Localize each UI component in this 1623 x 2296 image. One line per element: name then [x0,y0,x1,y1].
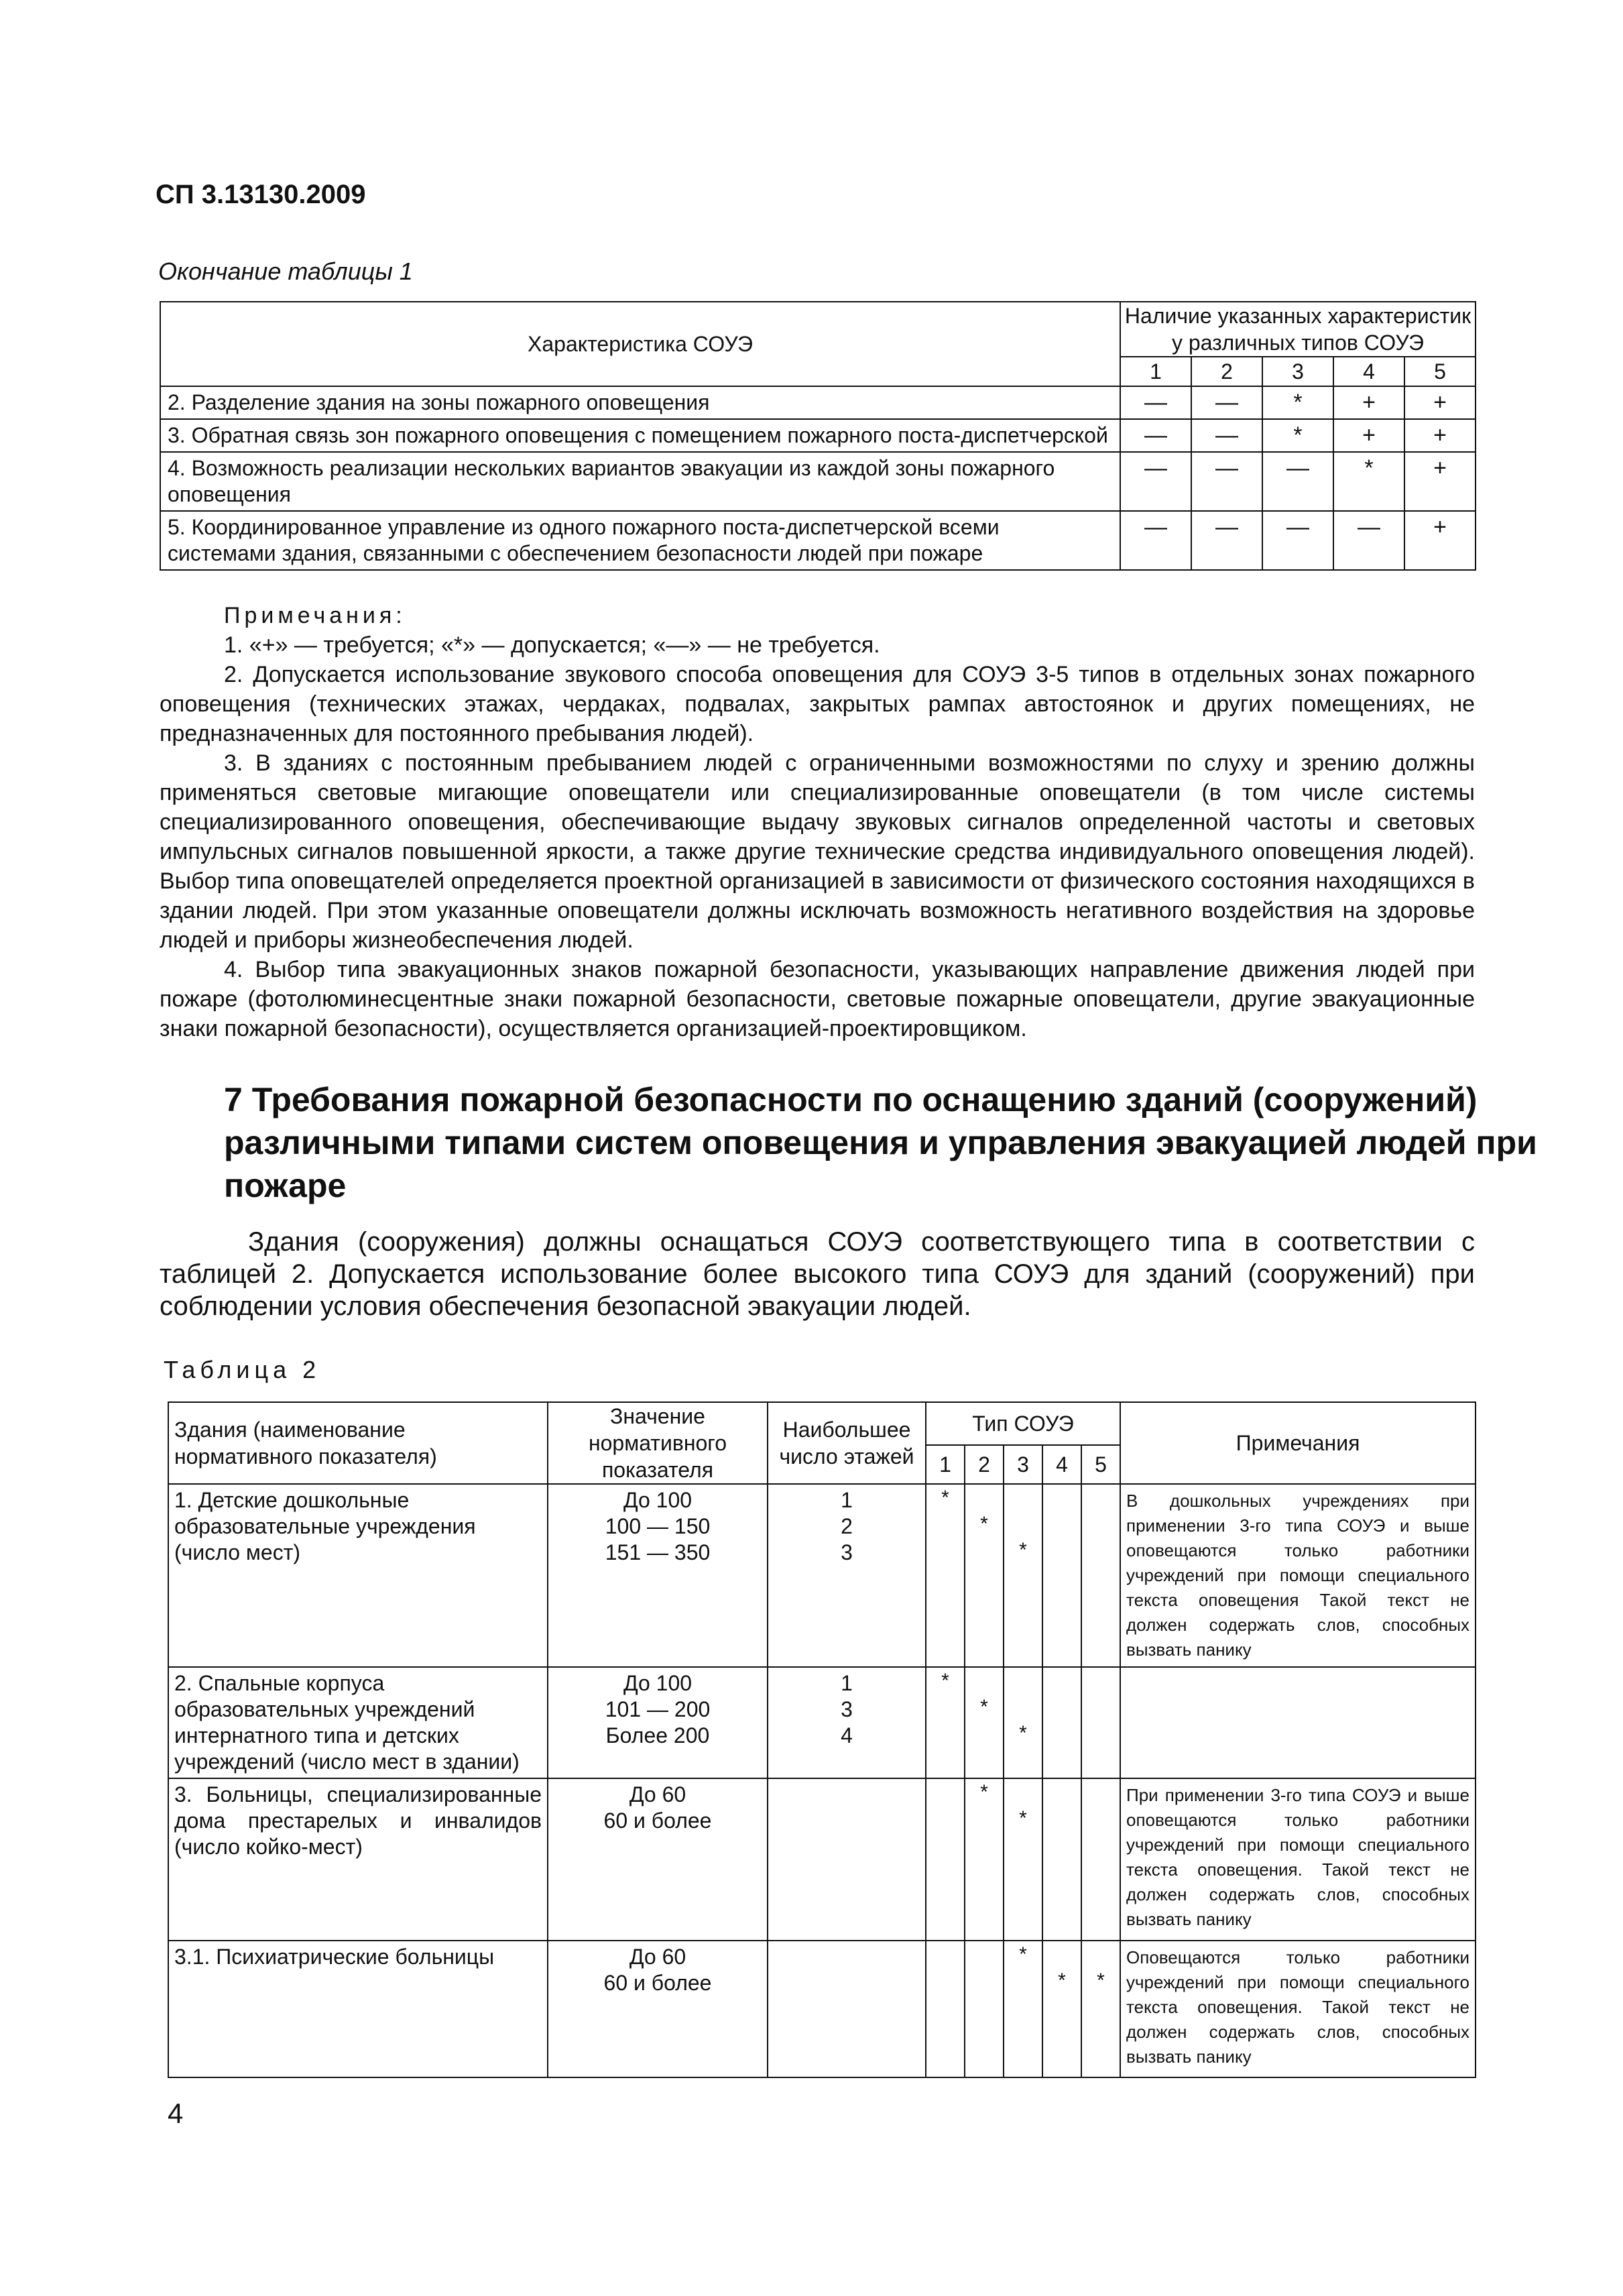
row-note: В дошкольных учреждениях при применении 3-го типа СОУЭ и выше оповещаются только работники учреждений при помощи специального текста оповещения Такой текст не должен содержать слов, способных вызвать панику [1120,1484,1476,1667]
type-cell [1042,1484,1081,1667]
table1-mark: — [1191,386,1262,419]
type-mark [926,1805,964,1831]
table1-mark: + [1404,511,1476,570]
type-cell [926,1941,965,2077]
row-note [1120,1667,1476,1778]
table2-header-type: Тип СОУЭ [926,1402,1120,1445]
type-mark [1043,1779,1081,1805]
type-mark [1004,1694,1042,1720]
norm-values [548,1778,768,1941]
type-mark [926,1720,964,1746]
type-mark [1004,1511,1042,1537]
type-mark: * [980,1696,988,1718]
table1-mark: — [1120,419,1191,452]
type-mark [926,1779,964,1805]
type-mark [965,1805,1003,1831]
type-cell [1042,1941,1081,2077]
type-cell [965,1667,1004,1778]
table1-mark: — [1120,386,1191,419]
type-mark: * [1019,1539,1027,1561]
norm-value: 100 — 150 [605,1514,711,1538]
floor-value: 2 [841,1514,853,1538]
table1-mark: + [1333,419,1404,452]
table-row [168,1667,1476,1778]
table1-type-4: 4 [1333,357,1404,386]
section-paragraph: Здания (сооружения) должны оснащаться СОУЭ соответствующего типа в соответствии с таблицей 2. Допускается использование более высокого типа СОУЭ для зданий (сооружений) при соблюдении условия обеспечения безопасной эвакуации людей. [160,1227,1475,1321]
type-mark [1004,1668,1042,1694]
norm-values [548,1941,768,2077]
type-mark [926,1511,964,1537]
type-mark: * [941,1487,949,1509]
note-item: 1. «+» — требуется; «*» — допускается; «—» — не требуется. [224,632,880,658]
table1-mark: — [1120,511,1191,570]
table1-type-3: 3 [1262,357,1333,386]
table2-type-5: 5 [1081,1445,1120,1484]
table1-mark: — [1120,452,1191,511]
floor-value: 3 [841,1540,853,1564]
type-cell [965,1484,1004,1667]
table1-row-text: 2. Разделение здания на зоны пожарного оповещения [160,386,1120,419]
table1-mark: + [1333,386,1404,419]
table2-header-floors: Наибольшее число этажей [768,1402,926,1484]
type-cell [1042,1667,1081,1778]
building-name: 3. Больницы, специализированные дома престарелых и инвалидов (число койко-мест) [168,1778,548,1941]
type-cell [1004,1778,1042,1941]
type-mark [965,1668,1003,1694]
table2-type-1: 1 [926,1445,965,1484]
type-mark [1082,1941,1120,1967]
type-mark [926,1967,964,1994]
document-code: СП 3.13130.2009 [156,180,366,209]
building-name: 3.1. Психиатрические больницы [168,1941,548,2077]
floor-value: 1 [841,1671,853,1695]
notes-title: Примечания: [224,603,406,628]
table1-row-text: 3. Обратная связь зон пожарного оповещения с помещением пожарного поста-диспетчерской [160,419,1120,452]
table1-mark: * [1262,386,1333,419]
table1-row [160,419,1476,452]
floor-values [768,1484,926,1667]
floor-value: 3 [841,1697,853,1721]
floor-values [768,1667,926,1778]
type-mark [965,1485,1003,1511]
table1-row [160,386,1476,419]
table1-type-1: 1 [1120,357,1191,386]
type-mark [1043,1668,1081,1694]
type-cell [1042,1778,1081,1941]
type-cell [1081,1941,1120,2077]
table2-type-4: 4 [1042,1445,1081,1484]
table1-mark: * [1262,419,1333,452]
note-item: 2. Допускается использование звукового способа оповещения для СОУЭ 3-5 типов в отдельных зонах пожарного оповещения (технических этажах, чердаках, подвалах, закрытых рампах автостоянок и других помещениях, не предназначенных для постоянного пребывания людей). [160,662,1475,746]
floor-values [768,1941,926,2077]
type-mark [965,1720,1003,1746]
norm-value: До 100 [623,1671,693,1695]
table1-header-characteristic: Характеристика СОУЭ [160,302,1120,386]
type-mark [1082,1485,1120,1511]
table2-caption: Таблица 2 [164,1356,321,1383]
table1-mark: — [1333,511,1404,570]
table2 [168,1401,1476,2078]
floor-values [768,1778,926,1941]
floor-value: 4 [841,1723,853,1747]
row-note: Оповещаются только работники учреждений при помощи специального текста оповещения. Такой текст не должен содержать слов, способных вызвать панику [1120,1941,1476,2077]
type-mark: * [941,1670,949,1692]
type-mark [965,1941,1003,1967]
table2-header-notes: Примечания [1120,1402,1476,1484]
type-mark [926,1537,964,1563]
norm-value: Более 200 [605,1723,710,1747]
norm-value: До 100 [623,1488,693,1512]
page-number: 4 [168,2098,184,2129]
type-cell [926,1484,965,1667]
type-mark [926,1941,964,1967]
table1-mark: + [1404,452,1476,511]
type-cell [965,1778,1004,1941]
type-cell [1004,1941,1042,2077]
type-mark [1082,1668,1120,1694]
table1-header-presence: Наличие указанных характеристик у различных типов СОУЭ [1120,302,1476,357]
table1-row-text: 4. Возможность реализации нескольких вариантов эвакуации из каждой зоны пожарного оповещения [160,452,1120,511]
notes-block [160,601,1475,1043]
type-mark: * [1058,1969,1066,1992]
type-cell [965,1941,1004,2077]
table1-caption: Окончание таблицы 1 [158,257,413,285]
table1-row [160,511,1476,570]
norm-value: 60 и более [603,1809,712,1833]
type-mark: * [980,1513,988,1535]
norm-values [548,1484,768,1667]
type-mark [926,1694,964,1720]
norm-value: До 60 [629,1945,686,1969]
type-cell [1081,1484,1120,1667]
table-row [168,1941,1476,2077]
table1-row [160,452,1476,511]
row-note: При применении 3-го типа СОУЭ и выше оповещаются только работники учреждений при помощи специального текста оповещения. Такой текст не должен содержать слов, способных вызвать панику [1120,1778,1476,1941]
type-mark [1043,1805,1081,1831]
norm-value: 60 и более [603,1971,712,1995]
table1-mark: — [1262,452,1333,511]
norm-value: 151 — 350 [605,1540,711,1564]
table2-header-value: Значение нормативного показателя [548,1402,768,1484]
table1-mark: — [1262,511,1333,570]
building-name: 1. Детские дошкольные образовательные учреждения (число мест) [168,1484,548,1667]
type-mark [1004,1779,1042,1805]
type-cell [926,1667,965,1778]
type-mark [1004,1485,1042,1511]
table1-mark: + [1404,419,1476,452]
norm-values [548,1667,768,1778]
table1-type-5: 5 [1404,357,1476,386]
type-mark: * [1019,1807,1027,1829]
table1-mark: * [1333,452,1404,511]
type-mark [1043,1941,1081,1967]
type-mark: * [980,1781,988,1803]
building-name: 2. Спальные корпуса образовательных учреждений интернатного типа и детских учреждений (число мест в здании) [168,1667,548,1778]
type-cell [1004,1667,1042,1778]
type-cell [926,1778,965,1941]
table1-mark: — [1191,452,1262,511]
floor-value: 1 [841,1488,853,1512]
table2-header-building: Здания (наименование нормативного показателя) [168,1402,548,1484]
table-row [168,1484,1476,1667]
type-mark: * [1019,1722,1027,1744]
type-mark: * [1019,1943,1027,1965]
table2-type-3: 3 [1004,1445,1042,1484]
table-row [168,1778,1476,1941]
type-mark [965,1967,1003,1994]
norm-value: До 60 [629,1782,686,1806]
table1 [160,301,1476,571]
note-item: 3. В зданиях с постоянным пребыванием людей с ограниченными возможностями по слуху и зрению должны применяться световые мигающие оповещатели или специализированные оповещатели (в том числе системы специализированного оповещения, обеспечивающие выдачу звуковых сигналов определенной частоты и световых импульсных сигналов повышенной яркости, а также другие технические средства индивидуального оповещения людей). Выбор типа оповещателей определяется проектной организацией в зависимости от физического состояния находящихся в здании людей. При этом указанные оповещатели должны исключать возможность негативного воздействия на здоровье людей и приборы жизнеобеспечения людей. [160,750,1475,953]
type-mark [1004,1967,1042,1994]
table1-type-2: 2 [1191,357,1262,386]
type-cell [1081,1667,1120,1778]
type-mark [1082,1779,1120,1805]
note-item: 4. Выбор типа эвакуационных знаков пожарной безопасности, указывающих направление движения людей при пожаре (фотолюминесцентные знаки пожарной безопасности, световые пожарные оповещатели, другие эвакуационные знаки пожарной безопасности), осуществляется организацией-проектировщиком. [160,957,1475,1041]
type-mark [1082,1805,1120,1831]
table1-mark: — [1191,511,1262,570]
type-mark: * [1097,1969,1105,1992]
table1-row-text: 5. Координированное управление из одного пожарного поста-диспетчерской всеми системами здания, связанными с обеспечением безопасности людей при пожаре [160,511,1120,570]
type-cell [1004,1484,1042,1667]
type-mark [1043,1485,1081,1511]
table1-mark: — [1191,419,1262,452]
norm-value: 101 — 200 [605,1697,711,1721]
table2-type-2: 2 [965,1445,1004,1484]
type-cell [1081,1778,1120,1941]
section-heading: 7 Требования пожарной безопасности по оснащению зданий (сооружений) различными типами систем оповещения и управления эвакуацией людей при пожаре [224,1081,1537,1204]
type-mark [965,1537,1003,1563]
table1-mark: + [1404,386,1476,419]
